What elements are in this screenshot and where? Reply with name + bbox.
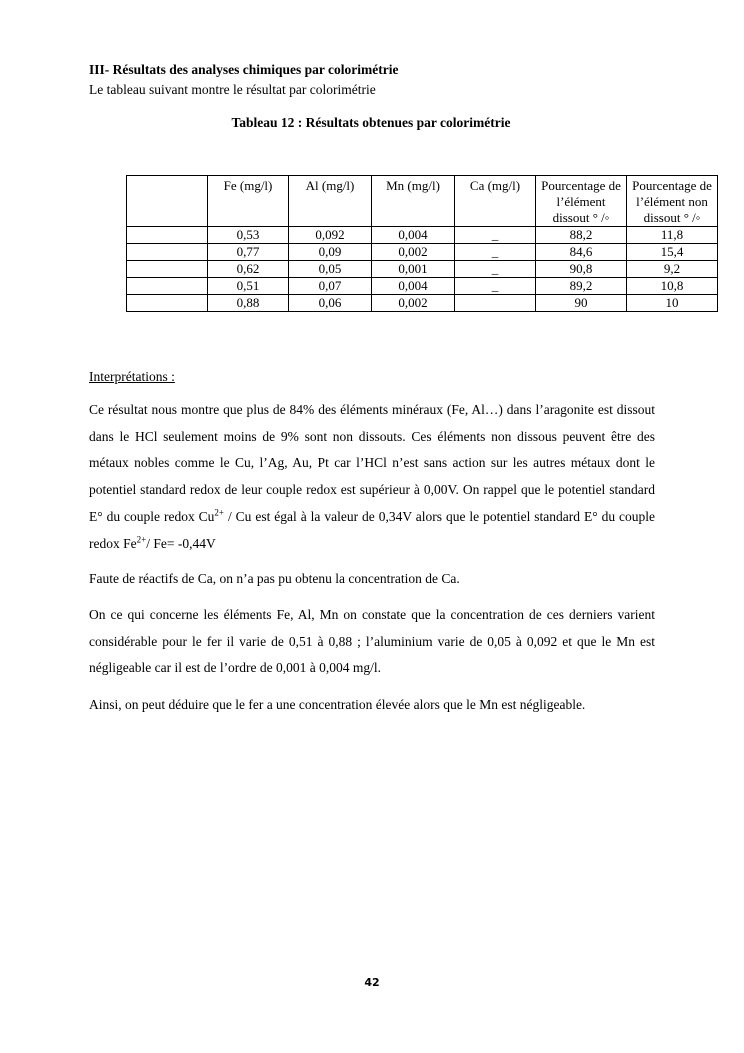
paragraph-calcium: Faute de réactifs de Ca, on n’a pas pu obtenu la concentration de Ca.	[89, 571, 460, 586]
table-cell: 0,06	[289, 295, 372, 312]
table-row	[127, 244, 718, 261]
section-heading: III- Résultats des analyses chimiques par colorimétrie	[89, 62, 399, 77]
header-cell-fe: Fe (mg/l)	[208, 176, 289, 227]
interpretations-heading: Interprétations :	[89, 369, 175, 384]
table-cell	[127, 278, 208, 295]
page-number: 42	[364, 976, 380, 989]
table-cell: 89,2	[536, 278, 627, 295]
table-cell: 0,77	[208, 244, 289, 261]
table-cell: 0,51	[208, 278, 289, 295]
superscript-charge: 2+	[136, 534, 147, 545]
paragraph-interpretation	[89, 397, 655, 557]
results-table	[126, 175, 718, 312]
table-cell: 9,2	[627, 261, 718, 278]
header-cell-empty	[127, 176, 208, 227]
intro-text: Le tableau suivant montre le résultat par colorimétrie	[89, 82, 376, 97]
table-row	[127, 278, 718, 295]
superscript-charge: 2+	[214, 507, 224, 518]
table-cell: 0,88	[208, 295, 289, 312]
table-cell: _	[455, 227, 536, 244]
table-cell: 0,09	[289, 244, 372, 261]
table-cell: 0,004	[372, 278, 455, 295]
header-cell-ca: Ca (mg/l)	[455, 176, 536, 227]
table-row	[127, 295, 718, 312]
table-title-text: Tableau 12 : Résultats obtenues par colorimétrie	[231, 115, 511, 130]
table-cell: 90	[536, 295, 627, 312]
table-cell: 0,05	[289, 261, 372, 278]
table-cell: 10	[627, 295, 718, 312]
table-cell	[127, 244, 208, 261]
table-cell: 0,53	[208, 227, 289, 244]
paragraph1-part1: Ce résultat nous montre que plus de 84% des éléments minéraux (Fe, Al…) dans l’aragonite est dissout dans le HCl seulement moins de 9% sont non dissouts. Ces éléments non dissous peuvent être des métaux nobles comme le Cu, l’Ag, Au, Pt car l’HCl n’est sans action sur les autres métaux dont le potentiel standard redox de leur couple redox est supérieur à 0,00V. On rappel que le potentiel standard E° du couple redox Cu	[89, 402, 655, 524]
table-cell: 11,8	[627, 227, 718, 244]
table-cell: 90,8	[536, 261, 627, 278]
table-cell	[127, 261, 208, 278]
table-cell: 84,6	[536, 244, 627, 261]
table-cell	[127, 227, 208, 244]
table-row	[127, 261, 718, 278]
table-header-row	[127, 176, 718, 227]
table-cell: _	[455, 261, 536, 278]
table-title	[0, 115, 744, 131]
table-cell: 0,001	[372, 261, 455, 278]
header-cell-al: Al (mg/l)	[289, 176, 372, 227]
paragraph1-part3: / Fe= -0,44V	[146, 535, 216, 551]
table-cell: 0,002	[372, 244, 455, 261]
table-cell: 88,2	[536, 227, 627, 244]
table-cell	[455, 295, 536, 312]
table-cell: 0,004	[372, 227, 455, 244]
table-cell: 0,092	[289, 227, 372, 244]
table-cell: 0,62	[208, 261, 289, 278]
table-cell: 15,4	[627, 244, 718, 261]
header-cell-mn: Mn (mg/l)	[372, 176, 455, 227]
paragraph-conclusion: Ainsi, on peut déduire que le fer a une concentration élevée alors que le Mn est négligeable.	[89, 697, 586, 712]
header-cell-dissolved-pct: Pourcentage de l’élément dissout ° /◦	[536, 176, 627, 227]
table-cell: 10,8	[627, 278, 718, 295]
table-row	[127, 227, 718, 244]
table-cell: 0,07	[289, 278, 372, 295]
table-cell: _	[455, 244, 536, 261]
table-cell	[127, 295, 208, 312]
table-cell: 0,002	[372, 295, 455, 312]
paragraph-concentrations: On ce qui concerne les éléments Fe, Al, Mn on constate que la concentration de ces derniers varient considérable pour le fer il varie de 0,51 à 0,88 ; l’aluminium varie de 0,05 à 0,092 et que le Mn est négligeable car il est de l’ordre de 0,001 à 0,004 mg/l.	[89, 607, 655, 676]
paragraph1-part2: / Cu est égal à la valeur de 0,34V alors que le potentiel standard E° du couple redox Fe	[89, 508, 656, 551]
header-cell-undissolved-pct: Pourcentage de l’élément non dissout ° /◦	[627, 176, 718, 227]
table-cell: _	[455, 278, 536, 295]
